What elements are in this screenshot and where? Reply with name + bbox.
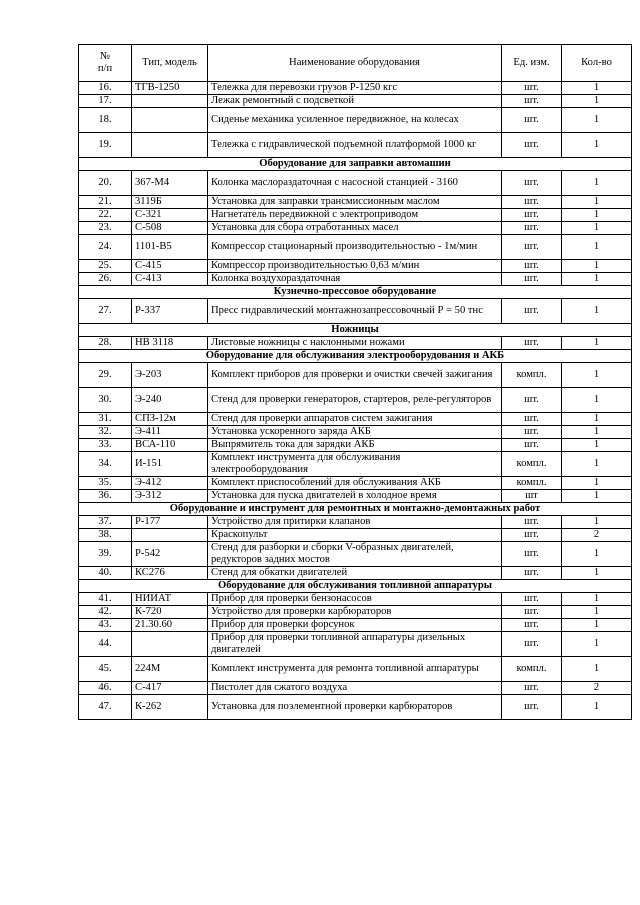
cell-name: Установка ускоренного заряда АКБ bbox=[208, 426, 502, 439]
cell-unit: шт. bbox=[502, 95, 562, 108]
header-unit: Ед. изм. bbox=[502, 45, 562, 82]
cell-unit: шт. bbox=[502, 439, 562, 452]
cell-num: 23. bbox=[79, 222, 132, 235]
cell-num: 16. bbox=[79, 82, 132, 95]
cell-unit: шт. bbox=[502, 682, 562, 695]
table-row bbox=[79, 567, 632, 580]
cell-name: Компрессор производительностью 0,63 м/мин bbox=[208, 260, 502, 273]
cell-name: Установка для заправки трансмиссионным маслом bbox=[208, 196, 502, 209]
cell-unit: шт. bbox=[502, 171, 562, 196]
table-row bbox=[79, 299, 632, 324]
cell-num: 37. bbox=[79, 516, 132, 529]
cell-name: Колонка маслораздаточная с насосной станцией - 3160 bbox=[208, 171, 502, 196]
cell-qty: 1 bbox=[562, 490, 632, 503]
cell-qty: 1 bbox=[562, 657, 632, 682]
cell-qty: 1 bbox=[562, 593, 632, 606]
cell-num: 34. bbox=[79, 452, 132, 477]
cell-name: Установка для пуска двигателей в холодное время bbox=[208, 490, 502, 503]
cell-type: С-508 bbox=[132, 222, 208, 235]
cell-unit: шт. bbox=[502, 337, 562, 350]
cell-num: 35. bbox=[79, 477, 132, 490]
table-row bbox=[79, 477, 632, 490]
cell-num: 45. bbox=[79, 657, 132, 682]
cell-name: Листовые ножницы с наклонными ножами bbox=[208, 337, 502, 350]
cell-qty: 1 bbox=[562, 95, 632, 108]
table-row bbox=[79, 439, 632, 452]
cell-num: 47. bbox=[79, 695, 132, 720]
cell-num: 41. bbox=[79, 593, 132, 606]
cell-qty: 1 bbox=[562, 567, 632, 580]
table-row bbox=[79, 363, 632, 388]
cell-unit: шт bbox=[502, 490, 562, 503]
cell-qty: 1 bbox=[562, 695, 632, 720]
table-header bbox=[79, 45, 632, 82]
table-row bbox=[79, 388, 632, 413]
table-row bbox=[79, 695, 632, 720]
cell-type: 3119Б bbox=[132, 196, 208, 209]
cell-type: Р-542 bbox=[132, 542, 208, 567]
cell-qty: 1 bbox=[562, 632, 632, 657]
header-qty: Кол-во bbox=[562, 45, 632, 82]
cell-unit: шт. bbox=[502, 606, 562, 619]
cell-num: 33. bbox=[79, 439, 132, 452]
cell-qty: 1 bbox=[562, 606, 632, 619]
section-row bbox=[79, 503, 632, 516]
cell-type: С-321 bbox=[132, 209, 208, 222]
cell-name: Устройство для притирки клапанов bbox=[208, 516, 502, 529]
cell-num: 29. bbox=[79, 363, 132, 388]
table-row bbox=[79, 209, 632, 222]
cell-type: Э-203 bbox=[132, 363, 208, 388]
cell-name: Прибор для проверки форсунок bbox=[208, 619, 502, 632]
cell-num: 39. bbox=[79, 542, 132, 567]
cell-type: 367-М4 bbox=[132, 171, 208, 196]
cell-unit: шт. bbox=[502, 695, 562, 720]
cell-type: С-415 bbox=[132, 260, 208, 273]
cell-type: С-417 bbox=[132, 682, 208, 695]
cell-name: Установка для сбора отработанных масел bbox=[208, 222, 502, 235]
table-row bbox=[79, 260, 632, 273]
cell-type: К-720 bbox=[132, 606, 208, 619]
cell-unit: шт. bbox=[502, 413, 562, 426]
cell-type bbox=[132, 529, 208, 542]
cell-qty: 1 bbox=[562, 133, 632, 158]
cell-qty: 1 bbox=[562, 171, 632, 196]
table-row bbox=[79, 632, 632, 657]
cell-unit: шт. bbox=[502, 196, 562, 209]
table-row bbox=[79, 606, 632, 619]
cell-qty: 1 bbox=[562, 477, 632, 490]
cell-qty: 1 bbox=[562, 413, 632, 426]
cell-name: Прибор для проверки бензонасосов bbox=[208, 593, 502, 606]
cell-name: Выпрямитель тока для зарядки АКБ bbox=[208, 439, 502, 452]
section-title: Оборудование для обслуживания топливной аппаратуры bbox=[79, 580, 632, 593]
cell-type bbox=[132, 632, 208, 657]
cell-unit: шт. bbox=[502, 82, 562, 95]
cell-name: Стенд для обкатки двигателей bbox=[208, 567, 502, 580]
table-row bbox=[79, 542, 632, 567]
cell-name: Лежак ремонтный с подсветкой bbox=[208, 95, 502, 108]
section-title: Кузнечно-прессовое оборудование bbox=[79, 286, 632, 299]
cell-num: 22. bbox=[79, 209, 132, 222]
cell-qty: 1 bbox=[562, 426, 632, 439]
cell-unit: компл. bbox=[502, 657, 562, 682]
cell-unit: компл. bbox=[502, 452, 562, 477]
cell-num: 36. bbox=[79, 490, 132, 503]
table-body bbox=[79, 82, 632, 720]
cell-name: Сиденье механика усиленное передвижное, на колесах bbox=[208, 108, 502, 133]
cell-num: 24. bbox=[79, 235, 132, 260]
cell-unit: шт. bbox=[502, 299, 562, 324]
cell-num: 21. bbox=[79, 196, 132, 209]
section-row bbox=[79, 158, 632, 171]
cell-name: Тележка с гидравлической подъемной платформой 1000 кг bbox=[208, 133, 502, 158]
cell-qty: 2 bbox=[562, 682, 632, 695]
cell-type: Э-412 bbox=[132, 477, 208, 490]
section-row bbox=[79, 286, 632, 299]
table-row bbox=[79, 452, 632, 477]
table-row bbox=[79, 196, 632, 209]
cell-name: Краскопульт bbox=[208, 529, 502, 542]
cell-type: НВ 3118 bbox=[132, 337, 208, 350]
table-row bbox=[79, 529, 632, 542]
table-row bbox=[79, 235, 632, 260]
cell-qty: 1 bbox=[562, 299, 632, 324]
cell-qty: 1 bbox=[562, 209, 632, 222]
table-row bbox=[79, 95, 632, 108]
cell-unit: шт. bbox=[502, 388, 562, 413]
cell-num: 44. bbox=[79, 632, 132, 657]
table-row bbox=[79, 337, 632, 350]
table-row bbox=[79, 108, 632, 133]
table-row bbox=[79, 593, 632, 606]
cell-num: 25. bbox=[79, 260, 132, 273]
cell-num: 19. bbox=[79, 133, 132, 158]
cell-unit: шт. bbox=[502, 222, 562, 235]
cell-type: Э-240 bbox=[132, 388, 208, 413]
cell-name: Комплект инструмента для ремонта топливной аппаратуры bbox=[208, 657, 502, 682]
cell-type: И-151 bbox=[132, 452, 208, 477]
cell-num: 38. bbox=[79, 529, 132, 542]
cell-qty: 1 bbox=[562, 439, 632, 452]
cell-unit: шт. bbox=[502, 516, 562, 529]
section-title: Ножницы bbox=[79, 324, 632, 337]
cell-unit: шт. bbox=[502, 529, 562, 542]
header-num: № п/п bbox=[79, 45, 132, 82]
cell-unit: шт. bbox=[502, 567, 562, 580]
table-row bbox=[79, 516, 632, 529]
cell-num: 32. bbox=[79, 426, 132, 439]
cell-type: С-413 bbox=[132, 273, 208, 286]
cell-name: Комплект приспособлений для обслуживания АКБ bbox=[208, 477, 502, 490]
cell-unit: шт. bbox=[502, 235, 562, 260]
cell-qty: 1 bbox=[562, 619, 632, 632]
cell-type: К-262 bbox=[132, 695, 208, 720]
cell-num: 20. bbox=[79, 171, 132, 196]
table-row bbox=[79, 682, 632, 695]
table-row bbox=[79, 273, 632, 286]
cell-qty: 1 bbox=[562, 235, 632, 260]
header-type: Тип, модель bbox=[132, 45, 208, 82]
cell-type bbox=[132, 133, 208, 158]
table-row bbox=[79, 222, 632, 235]
table-row bbox=[79, 413, 632, 426]
cell-type: КС276 bbox=[132, 567, 208, 580]
cell-name: Пресс гидравлический монтажнозапрессовочный Р = 50 тнс bbox=[208, 299, 502, 324]
cell-type: Р-177 bbox=[132, 516, 208, 529]
cell-num: 17. bbox=[79, 95, 132, 108]
cell-unit: шт. bbox=[502, 133, 562, 158]
cell-name: Компрессор стационарный производительностью - 1м/мин bbox=[208, 235, 502, 260]
section-title: Оборудование для обслуживания электрооборудования и АКБ bbox=[79, 350, 632, 363]
cell-qty: 1 bbox=[562, 82, 632, 95]
cell-num: 43. bbox=[79, 619, 132, 632]
cell-name: Стенд для проверки аппаратов систем зажигания bbox=[208, 413, 502, 426]
section-title: Оборудование для заправки автомашин bbox=[79, 158, 632, 171]
cell-unit: шт. bbox=[502, 260, 562, 273]
cell-name: Комплект инструмента для обслуживания электрооборудования bbox=[208, 452, 502, 477]
cell-type: НИИАТ bbox=[132, 593, 208, 606]
section-row bbox=[79, 580, 632, 593]
cell-type bbox=[132, 95, 208, 108]
cell-num: 30. bbox=[79, 388, 132, 413]
cell-qty: 1 bbox=[562, 388, 632, 413]
table-row bbox=[79, 82, 632, 95]
cell-num: 28. bbox=[79, 337, 132, 350]
cell-type: Э-411 bbox=[132, 426, 208, 439]
cell-qty: 1 bbox=[562, 222, 632, 235]
cell-unit: компл. bbox=[502, 477, 562, 490]
cell-unit: шт. bbox=[502, 273, 562, 286]
cell-unit: шт. bbox=[502, 426, 562, 439]
cell-num: 46. bbox=[79, 682, 132, 695]
cell-num: 26. bbox=[79, 273, 132, 286]
cell-type: ВСА-110 bbox=[132, 439, 208, 452]
cell-qty: 1 bbox=[562, 260, 632, 273]
cell-num: 42. bbox=[79, 606, 132, 619]
equipment-table-page bbox=[78, 44, 631, 720]
cell-type: 21.30.60 bbox=[132, 619, 208, 632]
cell-name: Прибор для проверки топливной аппаратуры дизельных двигателей bbox=[208, 632, 502, 657]
cell-type: 1101-В5 bbox=[132, 235, 208, 260]
cell-name: Стенд для проверки генераторов, стартеров, реле-регуляторов bbox=[208, 388, 502, 413]
table-row bbox=[79, 490, 632, 503]
cell-num: 27. bbox=[79, 299, 132, 324]
cell-name: Колонка воздухораздаточная bbox=[208, 273, 502, 286]
cell-type: 224М bbox=[132, 657, 208, 682]
cell-name: Пистолет для сжатого воздуха bbox=[208, 682, 502, 695]
cell-unit: шт. bbox=[502, 108, 562, 133]
cell-type bbox=[132, 108, 208, 133]
table-row bbox=[79, 657, 632, 682]
section-row bbox=[79, 350, 632, 363]
cell-name: Установка для поэлементной проверки карбюраторов bbox=[208, 695, 502, 720]
cell-name: Стенд для разборки и сборки V-образных двигателей, редукторов задних мостов bbox=[208, 542, 502, 567]
cell-unit: шт. bbox=[502, 619, 562, 632]
cell-type: Э-312 bbox=[132, 490, 208, 503]
cell-unit: компл. bbox=[502, 363, 562, 388]
cell-qty: 1 bbox=[562, 337, 632, 350]
cell-name: Устройство для проверки карбюраторов bbox=[208, 606, 502, 619]
header-name: Наименование оборудования bbox=[208, 45, 502, 82]
cell-type: СПЗ-12м bbox=[132, 413, 208, 426]
cell-qty: 1 bbox=[562, 108, 632, 133]
cell-unit: шт. bbox=[502, 632, 562, 657]
cell-qty: 1 bbox=[562, 196, 632, 209]
cell-name: Комплект приборов для проверки и очистки свечей зажигания bbox=[208, 363, 502, 388]
cell-qty: 1 bbox=[562, 452, 632, 477]
cell-unit: шт. bbox=[502, 209, 562, 222]
cell-type: Р-337 bbox=[132, 299, 208, 324]
section-row bbox=[79, 324, 632, 337]
table-row bbox=[79, 426, 632, 439]
equipment-table bbox=[78, 44, 632, 720]
cell-num: 18. bbox=[79, 108, 132, 133]
cell-qty: 1 bbox=[562, 273, 632, 286]
cell-qty: 1 bbox=[562, 363, 632, 388]
cell-unit: шт. bbox=[502, 593, 562, 606]
cell-qty: 1 bbox=[562, 542, 632, 567]
cell-num: 31. bbox=[79, 413, 132, 426]
cell-type: ТГВ-1250 bbox=[132, 82, 208, 95]
section-title: Оборудование и инструмент для ремонтных и монтажно-демонтажных работ bbox=[79, 503, 632, 516]
cell-qty: 2 bbox=[562, 529, 632, 542]
table-row bbox=[79, 171, 632, 196]
table-row bbox=[79, 133, 632, 158]
cell-name: Нагнетатель передвижной с электроприводом bbox=[208, 209, 502, 222]
table-row bbox=[79, 619, 632, 632]
cell-qty: 1 bbox=[562, 516, 632, 529]
cell-unit: шт. bbox=[502, 542, 562, 567]
cell-name: Тележка для перевозки грузов Р-1250 кгс bbox=[208, 82, 502, 95]
cell-num: 40. bbox=[79, 567, 132, 580]
